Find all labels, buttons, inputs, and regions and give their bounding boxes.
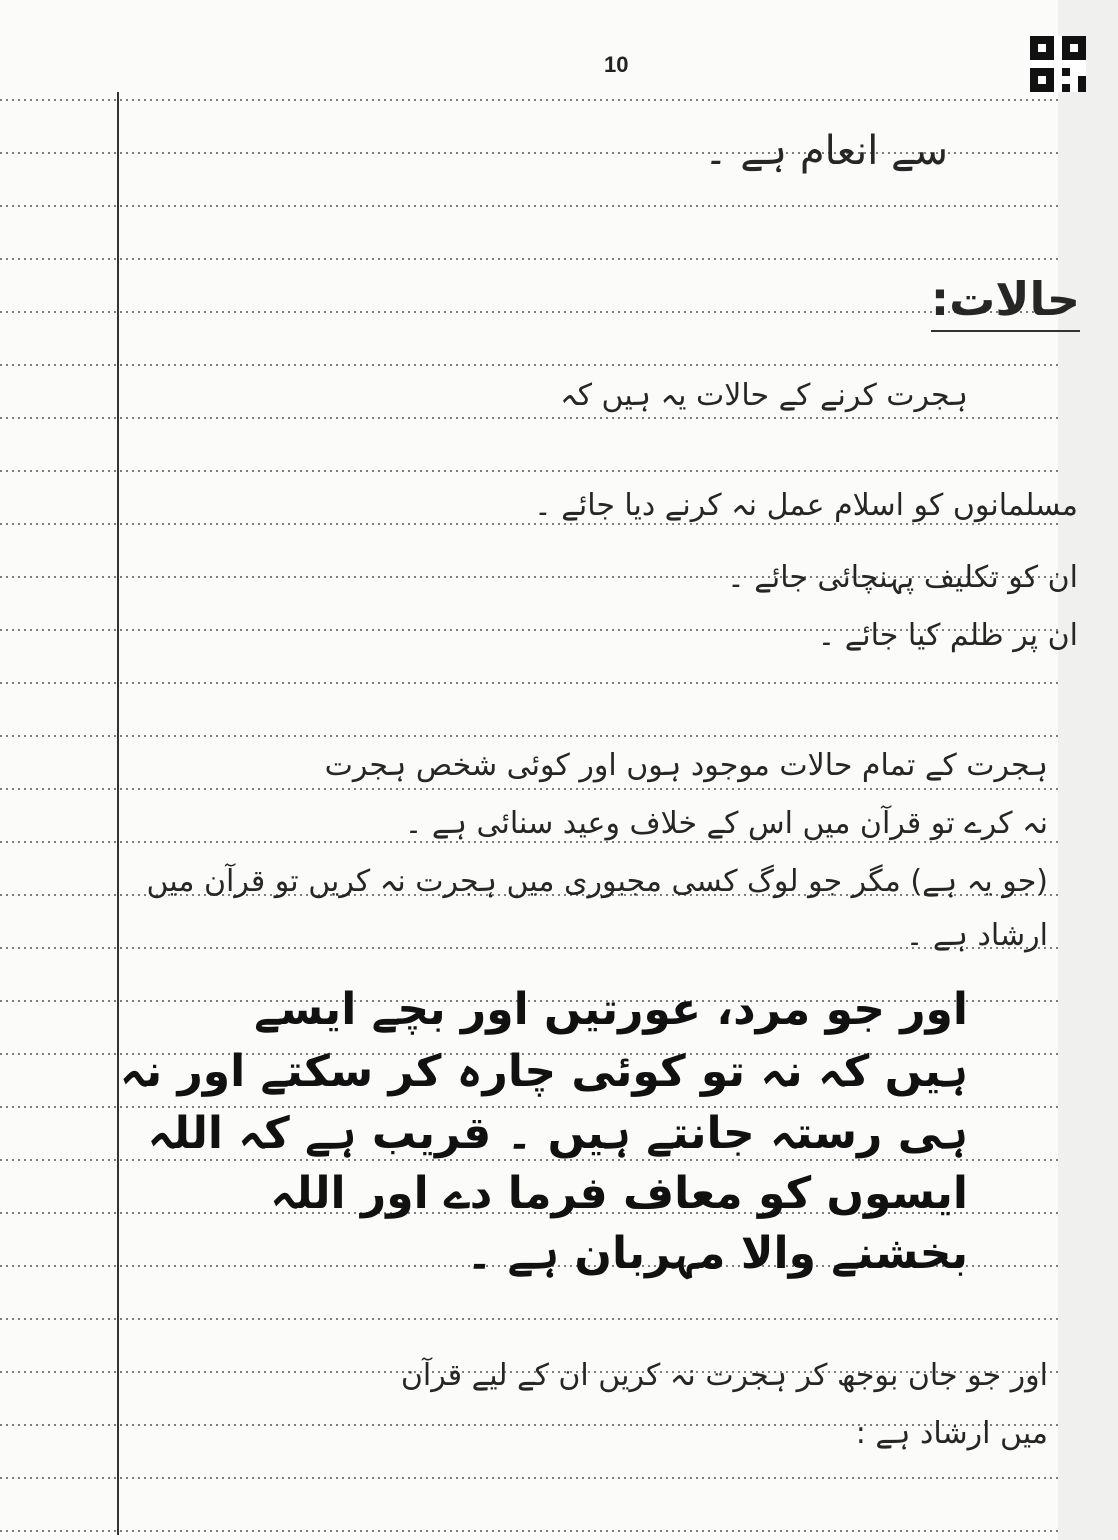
condition-item: ان پر ظلم کیا جائے ۔ xyxy=(817,618,1078,653)
quote-line: اور جو مرد، عورتیں اور بچے ایسے xyxy=(254,984,968,1035)
quote-line: ہیں کہ نہ تو کوئی چارہ کر سکتے اور نہ xyxy=(119,1046,968,1097)
paragraph-line: میں ارشاد ہے : xyxy=(855,1416,1048,1451)
quote-line: ہی رستہ جانتے ہیں ۔ قریب ہے کہ اللہ xyxy=(147,1108,968,1159)
title-line: سے انعام ہے ۔ xyxy=(704,128,948,174)
paragraph-line: اور جو جان بوجھ کر ہجرت نہ کریں ان کے لیے قرآن xyxy=(400,1358,1048,1393)
qr-code-icon xyxy=(1030,36,1086,92)
condition-item: ان کو تکلیف پہنچائی جائے ۔ xyxy=(727,560,1078,595)
paragraph-line: نہ کرے تو قرآن میں اس کے خلاف وعید سنائی ہے ۔ xyxy=(404,806,1048,841)
torn-edge xyxy=(1058,0,1118,1540)
intro-line: ہجرت کرنے کے حالات یہ ہیں کہ xyxy=(560,378,968,413)
paragraph-line: (جو یہ ہے) مگر جو لوگ کسی مجبوری میں ہجرت نہ کریں تو قرآن میں xyxy=(146,864,1048,899)
quote-line: بخشنے والا مہربان ہے ۔ xyxy=(466,1228,968,1279)
quote-line: ایسوں کو معاف فرما دے اور اللہ xyxy=(270,1168,968,1219)
condition-item: مسلمانوں کو اسلام عمل نہ کرنے دیا جائے ۔ xyxy=(534,488,1078,523)
paragraph-line: ہجرت کے تمام حالات موجود ہوں اور کوئی شخص ہجرت xyxy=(324,748,1048,783)
paragraph-line: ارشاد ہے ۔ xyxy=(905,918,1048,953)
section-heading: حالات: xyxy=(931,272,1080,332)
page-number: 10 xyxy=(604,52,629,77)
